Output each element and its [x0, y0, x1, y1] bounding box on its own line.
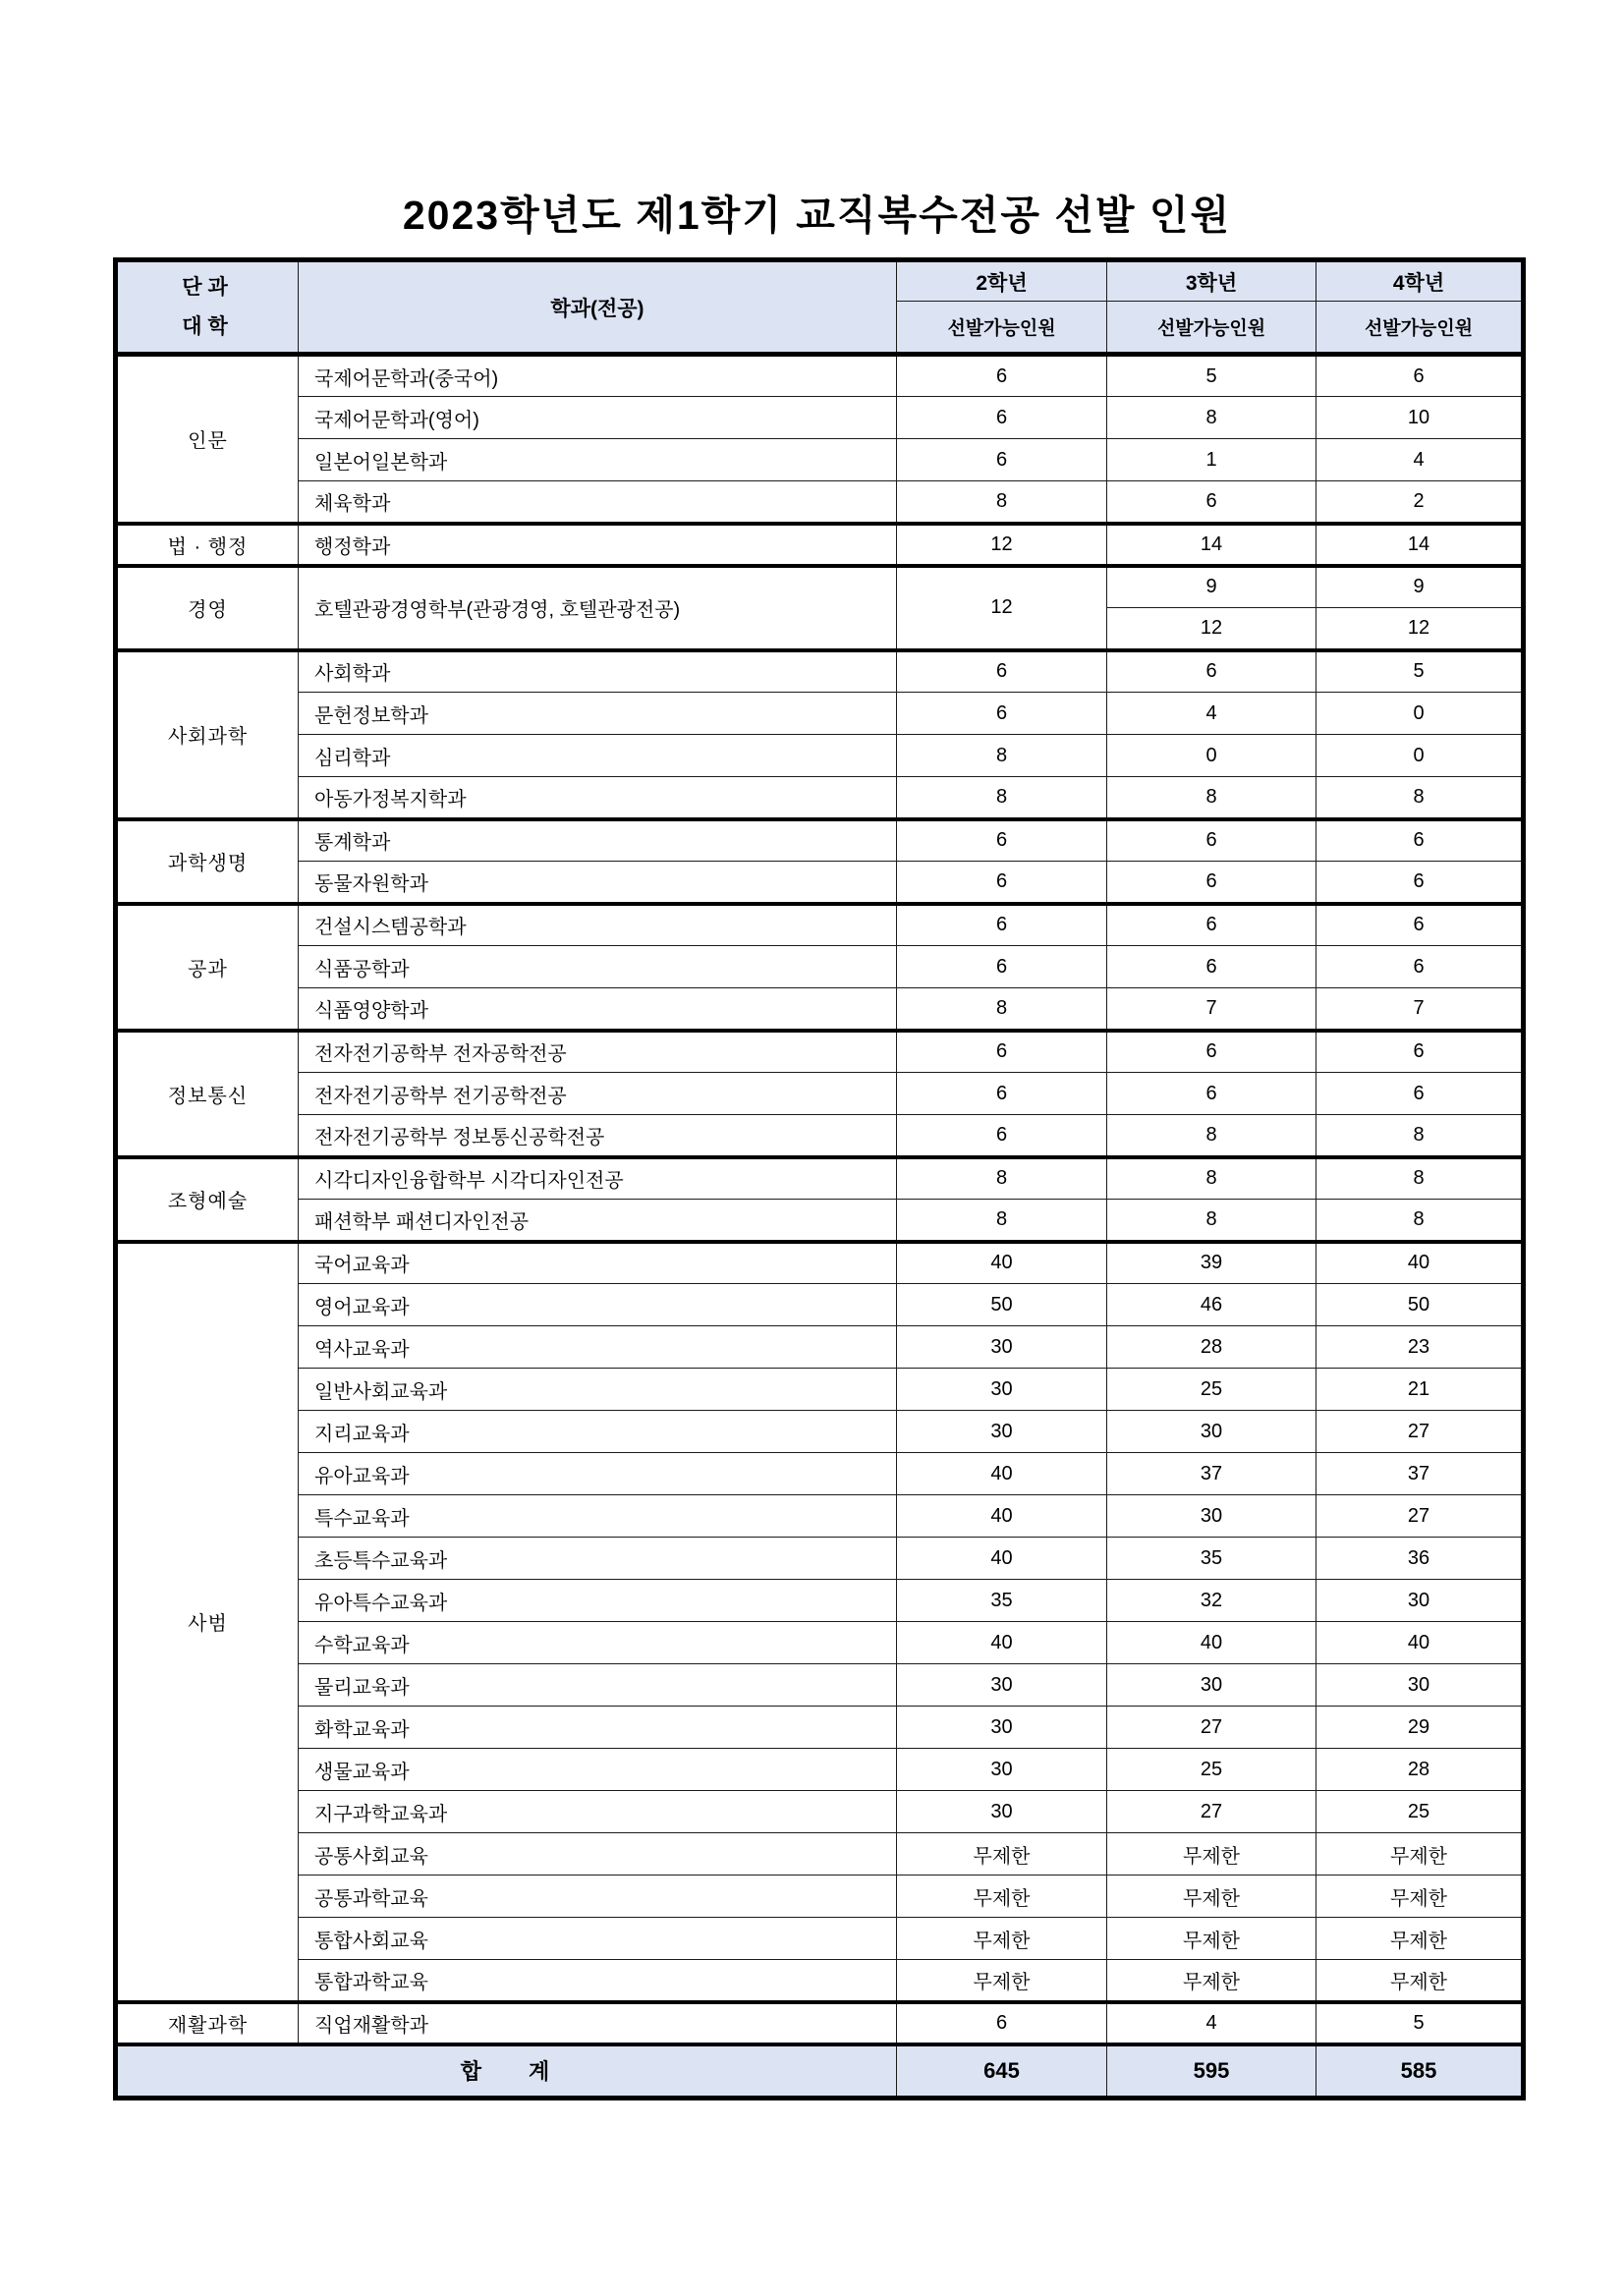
count-cell-y4: 무제한 [1316, 1876, 1524, 1918]
count-cell-y3: 30 [1107, 1495, 1316, 1538]
count-cell-y3: 37 [1107, 1453, 1316, 1495]
header-grade-4: 4학년 [1316, 260, 1524, 302]
count-cell-y2: 8 [897, 988, 1107, 1031]
dept-cell: 일반사회교육과 [299, 1369, 897, 1411]
dept-cell: 통합과학교육 [299, 1960, 897, 2002]
table-row [116, 1073, 1524, 1115]
table-row [116, 397, 1524, 439]
count-cell-y2: 30 [897, 1707, 1107, 1749]
count-cell-y2: 40 [897, 1622, 1107, 1664]
table-row [116, 1538, 1524, 1580]
count-cell-y2: 6 [897, 904, 1107, 946]
count-cell-y3: 0 [1107, 735, 1316, 777]
count-cell-y3: 무제한 [1107, 1876, 1316, 1918]
header-sub-grade-4: 선발가능인원 [1316, 302, 1524, 355]
dept-cell: 심리학과 [299, 735, 897, 777]
count-cell-y4: 27 [1316, 1495, 1524, 1538]
count-cell-y4: 5 [1316, 2002, 1524, 2044]
count-cell-y4: 21 [1316, 1369, 1524, 1411]
count-cell-y4: 14 [1316, 524, 1524, 566]
count-cell-y3: 7 [1107, 988, 1316, 1031]
header-sub-grade-3: 선발가능인원 [1107, 302, 1316, 355]
count-cell-y3: 6 [1107, 650, 1316, 693]
count-cell-y4: 8 [1316, 1115, 1524, 1157]
count-cell-y2: 6 [897, 439, 1107, 481]
count-cell-y2: 8 [897, 481, 1107, 524]
count-cell-y3: 30 [1107, 1664, 1316, 1707]
count-cell-y4: 30 [1316, 1664, 1524, 1707]
count-cell-y2: 무제한 [897, 1876, 1107, 1918]
table-row [116, 819, 1524, 862]
count-cell-y3: 6 [1107, 904, 1316, 946]
count-cell-y4: 8 [1316, 777, 1524, 819]
count-cell-y2: 6 [897, 650, 1107, 693]
count-cell-y3: 4 [1107, 693, 1316, 735]
count-cell-y4: 무제한 [1316, 1960, 1524, 2002]
table-row [116, 1369, 1524, 1411]
dept-cell: 전자전기공학부 정보통신공학전공 [299, 1115, 897, 1157]
table-body [116, 355, 1524, 2099]
count-cell-y4: 6 [1316, 904, 1524, 946]
count-cell-y4: 23 [1316, 1326, 1524, 1369]
count-cell-y2: 30 [897, 1411, 1107, 1453]
dept-cell: 일본어일본학과 [299, 439, 897, 481]
dept-cell: 특수교육과 [299, 1495, 897, 1538]
count-cell-y4: 7 [1316, 988, 1524, 1031]
dept-cell: 직업재활학과 [299, 2002, 897, 2044]
table-row [116, 904, 1524, 946]
count-cell-y2: 30 [897, 1326, 1107, 1369]
count-cell-y4: 8 [1316, 1200, 1524, 1242]
count-cell-y2: 50 [897, 1284, 1107, 1326]
table-row [116, 481, 1524, 524]
table-row [116, 1960, 1524, 2002]
count-cell-y4: 12 [1316, 608, 1524, 650]
count-cell-y4: 5 [1316, 650, 1524, 693]
college-cell: 경영 [116, 566, 299, 650]
table-row [116, 1411, 1524, 1453]
table-row [116, 1833, 1524, 1876]
dept-cell: 유아특수교육과 [299, 1580, 897, 1622]
count-cell-y3: 4 [1107, 2002, 1316, 2044]
count-cell-y4: 40 [1316, 1622, 1524, 1664]
total-label: 합 계 [116, 2044, 897, 2099]
dept-cell: 통계학과 [299, 819, 897, 862]
dept-cell: 국제어문학과(영어) [299, 397, 897, 439]
count-cell-y2: 12 [897, 524, 1107, 566]
count-cell-y3: 6 [1107, 946, 1316, 988]
dept-cell: 초등특수교육과 [299, 1538, 897, 1580]
header-college [116, 260, 299, 355]
dept-cell: 아동가정복지학과 [299, 777, 897, 819]
dept-cell: 패션학부 패션디자인전공 [299, 1200, 897, 1242]
count-cell-y2: 6 [897, 1073, 1107, 1115]
count-cell-y3: 27 [1107, 1791, 1316, 1833]
count-cell-y2: 40 [897, 1495, 1107, 1538]
count-cell-y2: 40 [897, 1538, 1107, 1580]
count-cell-y3: 6 [1107, 481, 1316, 524]
table-row [116, 1791, 1524, 1833]
dept-cell: 시각디자인융합학부 시각디자인전공 [299, 1157, 897, 1200]
count-cell-y4: 6 [1316, 862, 1524, 904]
count-cell-y2: 6 [897, 693, 1107, 735]
table-row [116, 1580, 1524, 1622]
count-cell-y3: 1 [1107, 439, 1316, 481]
count-cell-y2: 6 [897, 1115, 1107, 1157]
header-sub-grade-2: 선발가능인원 [897, 302, 1107, 355]
count-cell-y3: 6 [1107, 1031, 1316, 1073]
table-row [116, 988, 1524, 1031]
count-cell-y3: 6 [1107, 1073, 1316, 1115]
count-cell-y4: 8 [1316, 1157, 1524, 1200]
table-row [116, 1200, 1524, 1242]
dept-cell: 문헌정보학과 [299, 693, 897, 735]
count-cell-y3: 27 [1107, 1707, 1316, 1749]
count-cell-y4: 27 [1316, 1411, 1524, 1453]
table-row [116, 1115, 1524, 1157]
count-cell-y2: 6 [897, 2002, 1107, 2044]
college-cell: 사회과학 [116, 650, 299, 819]
count-cell-y2: 6 [897, 862, 1107, 904]
count-cell-y2: 12 [897, 566, 1107, 650]
dept-cell: 지구과학교육과 [299, 1791, 897, 1833]
count-cell-y4: 40 [1316, 1242, 1524, 1284]
dept-cell: 체육학과 [299, 481, 897, 524]
count-cell-y4: 6 [1316, 819, 1524, 862]
count-cell-y4: 0 [1316, 735, 1524, 777]
table-row [116, 862, 1524, 904]
count-cell-y3: 무제한 [1107, 1833, 1316, 1876]
table-row [116, 1622, 1524, 1664]
count-cell-y3: 39 [1107, 1242, 1316, 1284]
count-cell-y3: 8 [1107, 397, 1316, 439]
header-department: 학과(전공) [299, 260, 897, 355]
count-cell-y3: 35 [1107, 1538, 1316, 1580]
count-cell-y3: 6 [1107, 819, 1316, 862]
table-row [116, 355, 1524, 397]
college-cell: 재활과학 [116, 2002, 299, 2044]
college-cell: 과학생명 [116, 819, 299, 904]
dept-cell: 국어교육과 [299, 1242, 897, 1284]
header-grade-3: 3학년 [1107, 260, 1316, 302]
count-cell-y4: 무제한 [1316, 1833, 1524, 1876]
dept-cell: 물리교육과 [299, 1664, 897, 1707]
dept-cell: 수학교육과 [299, 1622, 897, 1664]
table-row [116, 1749, 1524, 1791]
dept-cell: 건설시스템공학과 [299, 904, 897, 946]
dept-cell: 동물자원학과 [299, 862, 897, 904]
count-cell-y2: 30 [897, 1749, 1107, 1791]
count-cell-y3: 14 [1107, 524, 1316, 566]
count-cell-y4: 9 [1316, 566, 1524, 608]
count-cell-y2: 6 [897, 1031, 1107, 1073]
dept-cell: 행정학과 [299, 524, 897, 566]
dept-cell: 식품공학과 [299, 946, 897, 988]
table-header [116, 260, 1524, 355]
table-row [116, 650, 1524, 693]
dept-cell: 통합사회교육 [299, 1918, 897, 1960]
dept-cell: 지리교육과 [299, 1411, 897, 1453]
dept-cell: 생물교육과 [299, 1749, 897, 1791]
count-cell-y4: 37 [1316, 1453, 1524, 1495]
count-cell-y3: 25 [1107, 1749, 1316, 1791]
count-cell-y4: 28 [1316, 1749, 1524, 1791]
table-row [116, 1495, 1524, 1538]
total-row [116, 2044, 1524, 2099]
count-cell-y3: 5 [1107, 355, 1316, 397]
count-cell-y3: 무제한 [1107, 1918, 1316, 1960]
count-cell-y4: 6 [1316, 946, 1524, 988]
total-count-y4: 585 [1316, 2044, 1524, 2099]
count-cell-y4: 6 [1316, 1031, 1524, 1073]
count-cell-y2: 6 [897, 355, 1107, 397]
count-cell-y4: 6 [1316, 355, 1524, 397]
table-row [116, 524, 1524, 566]
dept-cell: 유아교육과 [299, 1453, 897, 1495]
table-row [116, 1242, 1524, 1284]
count-cell-y3: 40 [1107, 1622, 1316, 1664]
count-cell-y4: 0 [1316, 693, 1524, 735]
count-cell-y2: 6 [897, 819, 1107, 862]
table-row [116, 566, 1524, 608]
dept-cell: 전자전기공학부 전기공학전공 [299, 1073, 897, 1115]
table-row [116, 1707, 1524, 1749]
count-cell-y3: 6 [1107, 862, 1316, 904]
count-cell-y3: 46 [1107, 1284, 1316, 1326]
count-cell-y3: 8 [1107, 1200, 1316, 1242]
count-cell-y4: 30 [1316, 1580, 1524, 1622]
count-cell-y3: 무제한 [1107, 1960, 1316, 2002]
count-cell-y4: 10 [1316, 397, 1524, 439]
count-cell-y2: 30 [897, 1791, 1107, 1833]
table-row [116, 946, 1524, 988]
count-cell-y3: 30 [1107, 1411, 1316, 1453]
count-cell-y2: 8 [897, 1200, 1107, 1242]
count-cell-y4: 무제한 [1316, 1918, 1524, 1960]
count-cell-y2: 40 [897, 1453, 1107, 1495]
count-cell-y2: 8 [897, 1157, 1107, 1200]
count-cell-y4: 4 [1316, 439, 1524, 481]
count-cell-y4: 29 [1316, 1707, 1524, 1749]
table-row [116, 2002, 1524, 2044]
table-row [116, 1031, 1524, 1073]
college-cell: 조형예술 [116, 1157, 299, 1242]
table-row [116, 1918, 1524, 1960]
header-college-line1: 단과 [182, 275, 234, 299]
total-count-y3: 595 [1107, 2044, 1316, 2099]
count-cell-y2: 8 [897, 735, 1107, 777]
table-row [116, 1326, 1524, 1369]
count-cell-y2: 30 [897, 1369, 1107, 1411]
count-cell-y2: 무제한 [897, 1833, 1107, 1876]
table-row [116, 1664, 1524, 1707]
dept-cell: 전자전기공학부 전자공학전공 [299, 1031, 897, 1073]
dept-cell: 호텔관광경영학부(관광경영, 호텔관광전공) [299, 566, 897, 650]
count-cell-y3: 8 [1107, 1115, 1316, 1157]
count-cell-y4: 36 [1316, 1538, 1524, 1580]
table-row [116, 735, 1524, 777]
count-cell-y4: 25 [1316, 1791, 1524, 1833]
count-cell-y4: 50 [1316, 1284, 1524, 1326]
dept-cell: 영어교육과 [299, 1284, 897, 1326]
count-cell-y3: 8 [1107, 777, 1316, 819]
count-cell-y2: 30 [897, 1664, 1107, 1707]
dept-cell: 공통과학교육 [299, 1876, 897, 1918]
count-cell-y2: 무제한 [897, 1960, 1107, 2002]
dept-cell: 국제어문학과(중국어) [299, 355, 897, 397]
count-cell-y3: 12 [1107, 608, 1316, 650]
page-title: 2023학년도 제1학기 교직복수전공 선발 인원 [402, 193, 1232, 238]
table-row [116, 1157, 1524, 1200]
selection-count-table [113, 257, 1526, 2100]
table-row [116, 1284, 1524, 1326]
dept-cell: 공통사회교육 [299, 1833, 897, 1876]
count-cell-y2: 8 [897, 777, 1107, 819]
count-cell-y2: 6 [897, 397, 1107, 439]
count-cell-y2: 35 [897, 1580, 1107, 1622]
college-cell: 정보통신 [116, 1031, 299, 1157]
count-cell-y3: 32 [1107, 1580, 1316, 1622]
count-cell-y3: 28 [1107, 1326, 1316, 1369]
count-cell-y2: 40 [897, 1242, 1107, 1284]
dept-cell: 사회학과 [299, 650, 897, 693]
count-cell-y3: 8 [1107, 1157, 1316, 1200]
dept-cell: 역사교육과 [299, 1326, 897, 1369]
total-count-y2: 645 [897, 2044, 1107, 2099]
college-cell: 법 · 행정 [116, 524, 299, 566]
table-row [116, 1453, 1524, 1495]
count-cell-y4: 2 [1316, 481, 1524, 524]
count-cell-y3: 25 [1107, 1369, 1316, 1411]
college-cell: 사범 [116, 1242, 299, 2002]
header-college-line2: 대학 [182, 314, 234, 338]
dept-cell: 화학교육과 [299, 1707, 897, 1749]
table-row [116, 693, 1524, 735]
count-cell-y2: 무제한 [897, 1918, 1107, 1960]
count-cell-y3: 9 [1107, 566, 1316, 608]
header-grade-2: 2학년 [897, 260, 1107, 302]
table-row [116, 777, 1524, 819]
table-row [116, 1876, 1524, 1918]
college-cell: 공과 [116, 904, 299, 1031]
header-row-grades [116, 260, 1524, 302]
count-cell-y2: 6 [897, 946, 1107, 988]
count-cell-y4: 6 [1316, 1073, 1524, 1115]
table-row [116, 439, 1524, 481]
dept-cell: 식품영양학과 [299, 988, 897, 1031]
college-cell: 인문 [116, 355, 299, 524]
